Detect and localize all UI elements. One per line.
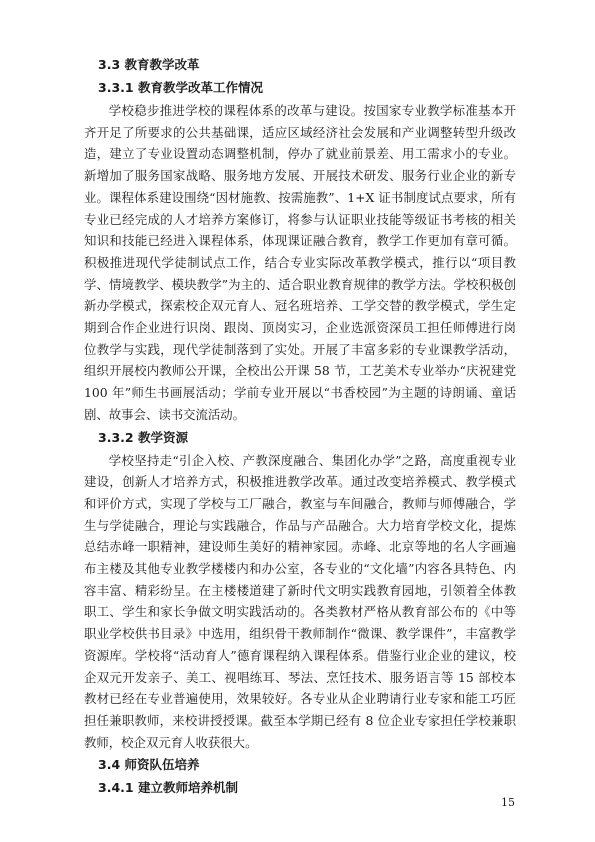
page-number: 15 (501, 796, 515, 809)
heading-3-4-1: 3.4.1 建立教师培养机制 (98, 780, 238, 796)
page-content (84, 54, 516, 800)
heading-3-3-2: 3.3.2 教学资源 (98, 429, 188, 445)
paragraph-resources: 学校坚持走“引企入校、产教深度融合、集团化办学”之路，高度重视专业建设，创新人才培养方式，积极推进教学改革。通过改变培养模式、教学模式和评价方式，实现了学校与工厂融合，教室与车间融合，教师与师傅融合，学生与学徒融合，理论与实践融合，作品与产品融合。大力培育学校文化，提炼总结赤峰一职精神，建设师生美好的精神家园。赤峰、北京等地的名人字画遍布主楼及其他专业教学楼楼内和办公室，各专业的“文化墙”内容各具特色、内容丰富、精彩纷呈。在主楼楼道建了新时代文明实践教育园地，引领着全体教职工、学生和家长争做文明实践活动的。各类教材严格从教育部公布的《中等职业学校供书目录》中选用，组织骨干教师制作“微课、教学课件”，丰富教学资源库。学校将“活动育人”德育课程纳入课程体系。借鉴行业企业的建议，校企双元开发亲子、美工、视唱练耳、琴法、烹饪技术、服务语言等 15 部校本教材已经在专业普遍使用，效果较好。各专业从企业聘请行业专家和能工巧匠担任兼职教师，来校讲授授课。截至本学期已经有 8 位企业专家担任学校兼职教师，校企双元育人收获很大。 (84, 452, 516, 750)
heading-3-3: 3.3 教育教学改革 (98, 57, 200, 72)
heading-3-3-1: 3.3.1 教育教学改革工作情况 (98, 80, 263, 95)
heading-3-4: 3.4 师资队伍培养 (98, 757, 200, 773)
paragraph-reform: 学校稳步推进学校的课程体系的改革与建设。按国家专业教学标准基本开齐开足了所要求的公共基础课，适应区域经济社会发展和产业调整转型升级改造，建立了专业设置动态调整机制，停办了就业前景差、用工需求小的专业。新增加了服务国家战略、服务地方发展、开展技术研发、服务行业企业的新专业。课程体系建设围绕“因材施教、按需施教”、1+X 证书制度试点要求，所有专业已经完成的人才培养方案修订，将参与认证职业技能等级证书考核的相关知识和技能已经进入课程体系，体现课证融合教育，教学工作更加有章可循。积极推进现代学徒制试点工作，结合专业实际改革教学模式，推行以“项目教学、情境教学、模块教学”为主的、适合职业教育规律的教学方法。学校积极创新办学模式，探索校企双元育人、冠名班培养、工学交替的教学模式，学生定期到合作企业进行识岗、跟岗、顶岗实习，企业选派资深员工担任师傅进行岗位教学与实践，现代学徒制落到了实处。开展了丰富多彩的专业课教学活动，组织开展校内教师公开课，全校出公开课 58 节，工艺美术专业举办“庆祝建党 100 年”师生书画展活动；学前专业开展以“书香校园”为主题的诗朗诵、童话剧、故事会、读书交流活动。 (84, 103, 516, 422)
